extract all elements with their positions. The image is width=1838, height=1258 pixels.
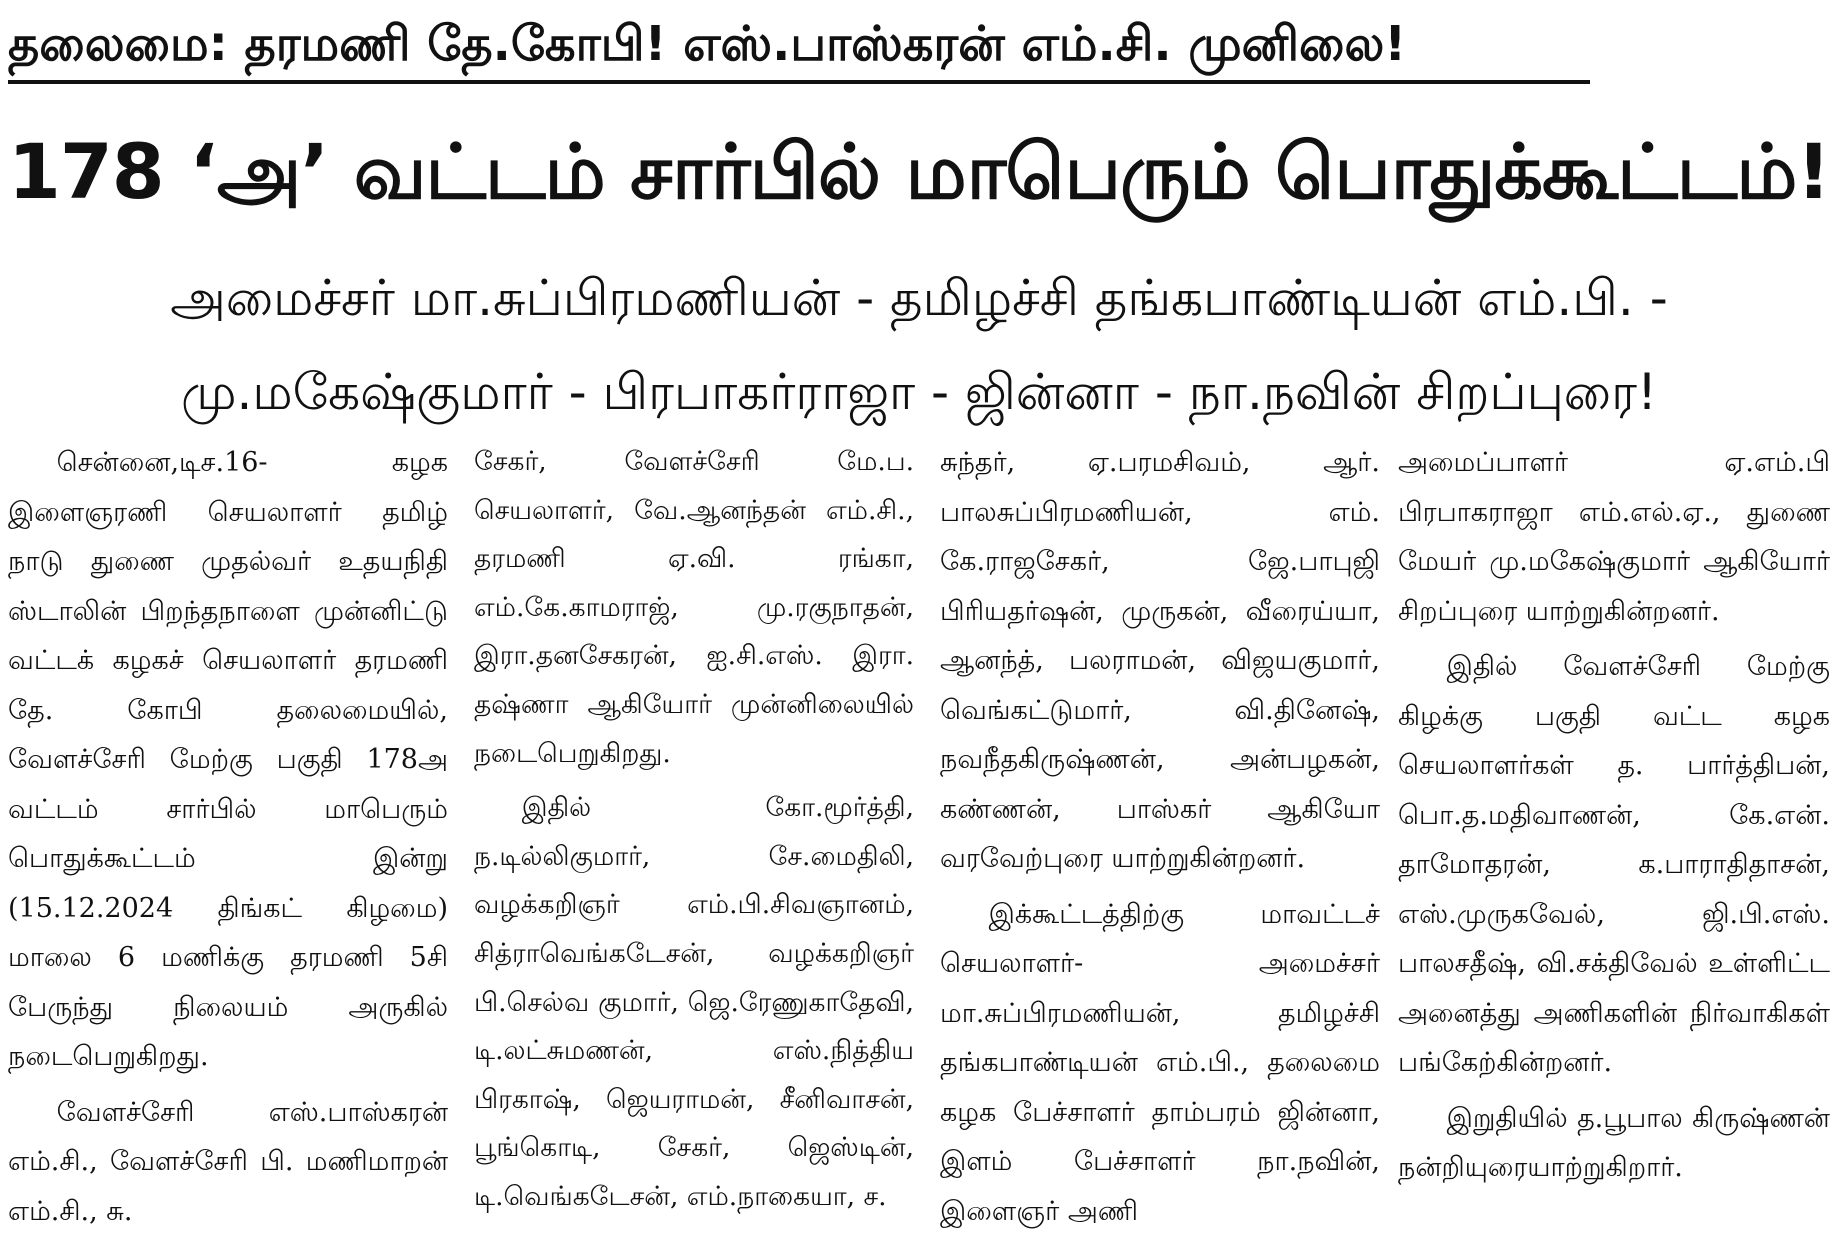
article-paragraph: இதில் கோ.மூர்த்தி, ந.டில்லிகுமார், சே.மைதிலி, வழக்கறிஞர் எம்.பி.சிவஞானம், சித்ராவெங்கடேசன், வழக்கறிஞர் பி.செல்வ குமார், ஜெ.ரேணுகாதேவி, டி.லட்சுமணன், எஸ்.நித்திய பிரகாஷ், ஜெயராமன், சீனிவாசன், பூங்கொடி, சேகர், ஜெஸ்டின், டி.வெங்கடேசன், எம்.நாகையா, ச. (474, 792, 914, 1212)
article-paragraph: இறுதியில் த.பூபால கிருஷ்ணன் நன்றியுரையாற்றுகிறார். (1398, 1102, 1830, 1183)
article-column-3 (940, 438, 1380, 1252)
article-column-4 (1398, 438, 1830, 1252)
article-paragraph: வேளச்சேரி எஸ்.பாஸ்கரன் எம்.சி., வேளச்சேரி பி. மணிமாறன் எம்.சி., சு. (8, 1096, 448, 1227)
article-body (8, 438, 1830, 1252)
article-paragraph: இதில் வேளச்சேரி மேற்கு கிழக்கு பகுதி வட்ட கழக செயலாளர்கள் த. பார்த்திபன், பொ.த.மதிவாணன், கே.என். தாமோதரன், க.பாராதிதாசன், எஸ்.முருகவேல், ஜி.பி.எஸ். பாலசதீஷ், வி.சக்திவேல் உள்ளிட்ட அனைத்து அணிகளின் நிர்வாகிகள் பங்கேற்கின்றனர். (1398, 651, 1830, 1078)
headline: 178 ‘அ’ வட்டம் சார்பில் மாபெரும் பொதுக்கூட்டம்! (8, 127, 1831, 216)
article-paragraph: சுந்தர், ஏ.பரமசிவம், ஆர். பாலசுப்பிரமணியன், எம். கே.ராஜசேகர், ஜே.பாபுஜி பிரியதர்ஷன், முருகன், வீரைய்யா, ஆனந்த், பலராமன், விஜயகுமார், வெங்கட்டுமார், வி.தினேஷ், நவநீதகிருஷ்ணன், அன்பழகன், கண்ணன், பாஸ்கர் ஆகியோ வரவேற்புரை யாற்றுகின்றனர். (940, 447, 1380, 874)
kicker-underline (8, 80, 1590, 84)
kicker-line: தலைமை: தரமணி தே.கோபி! எஸ்.பாஸ்கரன் எம்.சி. முனிலை! (8, 16, 1407, 72)
article-column-2 (474, 438, 914, 1252)
article-paragraph: அமைப்பாளர் ஏ.எம்.பி பிரபாகராஜா எம்.எல்.ஏ., துணை மேயர் மு.மகேஷ்குமார் ஆகியோர் சிறப்புரை யாற்றுகின்றனர். (1398, 447, 1830, 627)
subhead-line-2: மு.மகேஷ்குமார் - பிரபாகர்ராஜா - ஜின்னா - நா.நவின் சிறப்புரை! (180, 363, 1657, 421)
article-paragraph: இக்கூட்டத்திற்கு மாவட்டச் செயலாளர்- அமைச்சர் மா.சுப்பிரமணியன், தமிழச்சி தங்கபாண்டியன் எம்.பி., தலைமை கழக பேச்சாளர் தாம்பரம் ஜின்னா, இளம் பேச்சாளர் நா.நவின், இளைஞர் அணி (940, 898, 1380, 1227)
article-column-1 (8, 438, 448, 1252)
article-paragraph: சென்னை,டிச.16- கழக இளைஞரணி செயலாளர் தமிழ் நாடு துணை முதல்வர் உதயநிதி ஸ்டாலின் பிறந்தநாளை முன்னிட்டு வட்டக் கழகச் செயலாளர் தரமணி தே. கோபி தலைமையில், வேளச்சேரி மேற்கு பகுதி 178அ வட்டம் சார்பில் மாபெரும் பொதுக்கூட்டம் இன்று (15.12.2024 திங்கட் கிழமை) மாலை 6 மணிக்கு தரமணி 5சி பேருந்து நிலையம் அருகில் நடைபெறுகிறது. (8, 447, 448, 1072)
subhead-line-1: அமைச்சர் மா.சுப்பிரமணியன் - தமிழச்சி தங்கபாண்டியன் எம்.பி. - (170, 269, 1668, 327)
article-paragraph: சேகர், வேளச்சேரி மே.ப. செயலாளர், வே.ஆனந்தன் எம்.சி., தரமணி ஏ.வி. ரங்கா, எம்.கே.காமராஜ், மு.ரகுநாதன், இரா.தனசேகரன், ஐ.சி.எஸ். இரா. தஷ்ணா ஆகியோர் முன்னிலையில் நடைபெறுகிறது. (474, 446, 914, 769)
